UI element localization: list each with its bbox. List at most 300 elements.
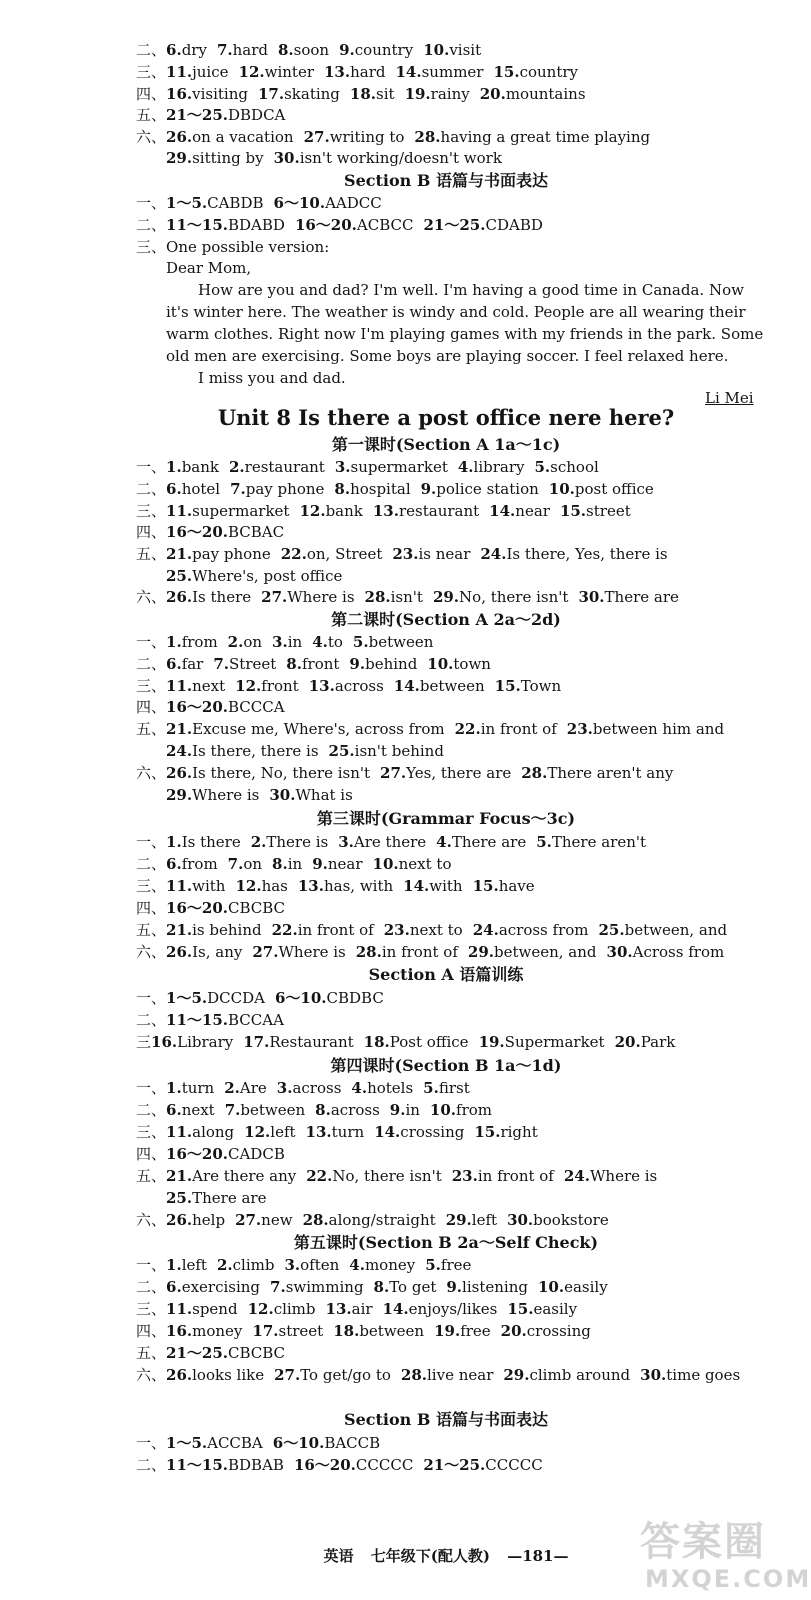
letter-line: warm clothes. Right now I'm playing games with my friends in the park. Some	[166, 325, 764, 343]
answer-line	[136, 215, 543, 235]
answer-text: swimming	[285, 1278, 364, 1296]
question-number: 5.	[534, 458, 551, 476]
question-number: 24.	[166, 742, 193, 760]
footer-grade: 七年级下(配人教)	[370, 1547, 490, 1565]
answer-line	[136, 719, 724, 739]
answer-line	[136, 898, 285, 918]
question-number: 3.	[276, 1079, 293, 1097]
answer-text: library	[473, 458, 525, 476]
question-number: 25.	[328, 742, 355, 760]
answer-text: on, Street	[306, 545, 383, 563]
watermark-logo	[640, 1510, 811, 1600]
question-number: 9.	[349, 655, 366, 673]
question-number: 27.	[380, 764, 407, 782]
section-marker: 二、	[136, 41, 167, 59]
question-number: 18.	[333, 1322, 360, 1340]
question-number: 30.	[606, 943, 633, 961]
answer-text: Excuse me, Where's, across from	[192, 720, 445, 738]
answer-text: juice	[192, 63, 229, 81]
answer-text: restaurant	[244, 458, 325, 476]
answer-text: ACCBA	[207, 1434, 263, 1452]
answer-line	[136, 988, 384, 1008]
answer-text: CABDB	[207, 194, 264, 212]
question-number: 5.	[352, 633, 369, 651]
answer-text: sit	[376, 85, 395, 103]
answer-text: BDBAB	[228, 1456, 284, 1474]
question-number: 7.	[270, 1278, 286, 1296]
answer-text: has, with	[323, 877, 394, 895]
answer-line	[136, 84, 586, 104]
answer-line	[166, 1188, 266, 1208]
letter-signature: Li Mei	[705, 389, 754, 407]
answer-text: BCCCA	[228, 698, 285, 716]
answer-text: between, and	[494, 943, 597, 961]
answer-text: rainy	[430, 85, 470, 103]
answer-text: new	[261, 1211, 293, 1229]
watermark-url: MXQE.COM	[645, 1565, 811, 1593]
answer-text: hotels	[367, 1079, 414, 1097]
question-number: 29.	[166, 149, 193, 167]
question-number: 12.	[235, 677, 262, 695]
answer-text: BCBAC	[228, 523, 285, 541]
answer-text: far	[181, 655, 204, 673]
question-number: 15.	[559, 502, 587, 520]
question-number: 17.	[257, 85, 285, 103]
question-number: 6.	[166, 1101, 182, 1119]
answer-line	[136, 832, 646, 852]
question-number: 8.	[315, 1101, 331, 1119]
answer-text: Restaurant	[269, 1033, 354, 1051]
answer-text: ACBCC	[356, 216, 414, 234]
question-number: 19.	[478, 1033, 505, 1051]
question-number: 13.	[324, 63, 351, 81]
answer-line	[136, 876, 535, 896]
question-number: 4.	[436, 833, 452, 851]
answer-text: Where is	[192, 786, 260, 804]
answer-text: hard	[350, 63, 386, 81]
question-number: 28.	[414, 128, 441, 146]
answer-text: money	[192, 1322, 243, 1340]
question-number: 1.	[166, 1079, 182, 1097]
question-number: 10.	[427, 655, 454, 673]
answer-text: turn	[331, 1123, 365, 1141]
section-marker: 四、	[136, 698, 167, 716]
answer-text: No, there isn't	[332, 1167, 442, 1185]
answer-text: easily	[533, 1300, 578, 1318]
question-number: 14.	[382, 1300, 409, 1318]
answer-line	[136, 942, 724, 962]
answer-text: isn't working/doesn't work	[299, 149, 502, 167]
answer-line	[166, 566, 342, 586]
question-number: 28.	[521, 764, 548, 782]
section-marker: 三、	[136, 677, 167, 695]
question-number: 11.	[166, 1123, 193, 1141]
answer-text: free	[440, 1256, 472, 1274]
answer-text: restaurant	[398, 502, 480, 520]
question-number: 4.	[349, 1256, 365, 1274]
question-number: 6.	[166, 655, 182, 673]
answer-text: between, and	[624, 921, 728, 939]
question-number: 21.	[166, 720, 193, 738]
question-number: 15.	[493, 63, 520, 81]
answer-text: One possible version:	[166, 238, 330, 256]
question-number: 16.	[151, 1033, 178, 1051]
question-number: 7.	[230, 480, 246, 498]
question-number: 10.	[372, 855, 399, 873]
answer-text: To get	[389, 1278, 437, 1296]
section-marker: 三、	[136, 238, 167, 256]
question-number: 29.	[467, 943, 494, 961]
answer-text: money	[364, 1256, 416, 1274]
answer-text: Is there	[181, 833, 241, 851]
question-number: 27.	[261, 588, 288, 606]
answer-text: pay phone	[192, 545, 271, 563]
question-number: 10.	[548, 480, 575, 498]
question-number: 19.	[434, 1322, 461, 1340]
answer-text: country	[354, 41, 414, 59]
question-number: 11～15.	[166, 1011, 228, 1029]
answer-text: Town	[520, 677, 562, 695]
answer-text: street	[586, 502, 631, 520]
section-marker: 四、	[136, 899, 167, 917]
answer-line	[136, 1255, 471, 1275]
answer-text: in	[287, 855, 303, 873]
section-marker: 三、	[136, 1123, 167, 1141]
answer-line	[136, 501, 631, 521]
section-marker: 六、	[136, 588, 167, 606]
answer-text: hospital	[350, 480, 411, 498]
section-marker: 一、	[136, 194, 167, 212]
answer-text: across	[330, 1101, 380, 1119]
answer-line	[136, 587, 679, 607]
answer-text: in front of	[381, 943, 458, 961]
answer-text: There are	[451, 833, 527, 851]
question-number: 16～20.	[166, 523, 228, 541]
section-marker: 四、	[136, 85, 167, 103]
answer-text: Street	[229, 655, 277, 673]
answer-line	[136, 1166, 657, 1186]
answer-text: near	[327, 855, 363, 873]
question-number: 20.	[500, 1322, 527, 1340]
question-number: 7.	[224, 1101, 241, 1119]
question-number: 13.	[308, 677, 335, 695]
answer-line	[136, 479, 654, 499]
section-heading: 第三课时(Grammar Focus～3c)	[316, 809, 576, 828]
answer-text: next to	[409, 921, 463, 939]
section-marker: 六、	[136, 1366, 167, 1384]
footer-page-number: —181—	[507, 1547, 569, 1565]
unit-title: Unit 8 Is there a post office nere here?	[217, 405, 675, 430]
answer-line	[136, 1122, 538, 1142]
answer-line	[136, 1455, 543, 1475]
section-marker: 一、	[136, 1256, 167, 1274]
question-number: 18.	[363, 1033, 390, 1051]
question-number: 23.	[383, 921, 410, 939]
question-number: 27.	[274, 1366, 301, 1384]
answer-text: front	[301, 655, 340, 673]
question-number: 18.	[349, 85, 377, 103]
answer-text: Are	[239, 1079, 267, 1097]
answer-text: CBDBC	[326, 989, 384, 1007]
answer-text: town	[453, 655, 491, 673]
question-number: 8.	[334, 480, 351, 498]
question-number: 10.	[429, 1101, 457, 1119]
answer-text: right	[500, 1123, 538, 1141]
answer-text: AADCC	[325, 194, 382, 212]
answer-line	[136, 457, 599, 477]
answer-line	[136, 1365, 740, 1385]
question-number: 12.	[299, 502, 326, 520]
section-heading: 第五课时(Section B 2a～Self Check)	[293, 1233, 599, 1252]
question-number: 7.	[213, 655, 230, 673]
answer-text: climb around	[529, 1366, 631, 1384]
question-number: 23.	[566, 720, 593, 738]
answer-text: Is there, there is	[192, 742, 319, 760]
answer-text: winter	[264, 63, 314, 81]
question-number: 14.	[374, 1123, 401, 1141]
answer-line	[136, 1299, 577, 1319]
answer-text: from	[181, 633, 218, 651]
question-number: 30.	[578, 588, 605, 606]
question-number: 19.	[404, 85, 431, 103]
answer-text: between	[240, 1101, 306, 1119]
answer-text: CCCCC	[355, 1456, 414, 1474]
answer-line	[136, 854, 451, 874]
answer-text: Where is	[287, 588, 355, 606]
section-marker: 二、	[136, 1456, 167, 1474]
question-number: 6.	[166, 480, 182, 498]
question-number: 21～25.	[423, 1456, 486, 1474]
question-number: 16～20.	[166, 1145, 228, 1163]
question-number: 11.	[166, 1300, 193, 1318]
question-number: 12.	[235, 877, 262, 895]
question-number: 26.	[166, 1211, 193, 1229]
question-number: 16.	[166, 1322, 193, 1340]
answer-text: between	[368, 633, 434, 651]
answer-line	[136, 920, 727, 940]
section-heading: Section A 语篇训练	[368, 965, 524, 984]
answer-text: from	[181, 855, 218, 873]
question-number: 20.	[479, 85, 506, 103]
question-number: 9.	[339, 41, 355, 59]
answer-text: Is there, Yes, there is	[506, 545, 668, 563]
answer-text: sitting by	[192, 149, 264, 167]
answer-text: having a great time playing	[440, 128, 651, 146]
answer-text: visit	[449, 41, 482, 59]
answer-text: There is	[266, 833, 329, 851]
question-number: 26.	[166, 764, 193, 782]
question-number: 14.	[403, 877, 430, 895]
answer-line	[136, 127, 650, 147]
answer-text: along/straight	[328, 1211, 436, 1229]
answer-text: is near	[418, 545, 471, 563]
answer-text: has	[261, 877, 288, 895]
answer-text: school	[550, 458, 599, 476]
question-number: 8.	[272, 855, 288, 873]
question-number: 15.	[507, 1300, 534, 1318]
question-number: 28.	[355, 943, 382, 961]
answer-text: on a vacation	[192, 128, 294, 146]
question-number: 22.	[280, 545, 307, 563]
question-number: 9.	[446, 1278, 463, 1296]
question-number: 15.	[474, 1123, 501, 1141]
answer-text: post office	[574, 480, 654, 498]
question-number: 24.	[563, 1167, 590, 1185]
section-marker: 五、	[136, 106, 167, 124]
question-number: 6.	[166, 855, 182, 873]
question-number: 2.	[224, 1079, 240, 1097]
answer-text: next to	[398, 855, 452, 873]
question-number: 6.	[166, 1278, 182, 1296]
question-number: 23.	[392, 545, 419, 563]
answer-line	[136, 632, 433, 652]
question-number: 14.	[393, 677, 420, 695]
answer-line	[136, 1210, 609, 1230]
answer-text: climb	[232, 1256, 275, 1274]
answer-text: next	[181, 1101, 215, 1119]
answer-text: Across from	[632, 943, 725, 961]
question-number: 11～15.	[166, 1456, 228, 1474]
question-number: 21.	[166, 545, 193, 563]
question-number: 4.	[312, 633, 328, 651]
answer-text: spend	[192, 1300, 238, 1318]
letter-line: Dear Mom,	[166, 259, 252, 277]
answer-text: writing to	[329, 128, 405, 146]
answer-text: exercising	[181, 1278, 261, 1296]
answer-text: Post office	[389, 1033, 469, 1051]
question-number: 2.	[250, 833, 267, 851]
question-number: 21.	[166, 921, 193, 939]
answer-text: Is there, No, there isn't	[192, 764, 371, 782]
question-number: 22.	[306, 1167, 333, 1185]
question-number: 15.	[494, 677, 521, 695]
question-number: 28.	[364, 588, 391, 606]
letter-line: it's winter here. The weather is windy and cold. People are all wearing their	[166, 303, 746, 321]
question-number: 21～25.	[166, 1344, 228, 1362]
question-number: 6.	[166, 41, 182, 59]
answer-text: DCCDA	[207, 989, 265, 1007]
answer-text: country	[519, 63, 579, 81]
answer-text: There are	[604, 588, 679, 606]
answer-line	[136, 676, 561, 696]
watermark-text: 答案圈	[640, 1519, 766, 1565]
answer-text: Where is	[589, 1167, 658, 1185]
question-number: 29.	[432, 588, 460, 606]
question-number: 1.	[166, 1256, 182, 1274]
answer-text: isn't	[390, 588, 423, 606]
section-heading: 第二课时(Section A 2a～2d)	[331, 610, 561, 629]
answer-line	[136, 1078, 470, 1098]
answer-text: behind	[365, 655, 418, 673]
answer-text: along	[192, 1123, 235, 1141]
question-number: 4.	[351, 1079, 368, 1097]
answer-text: often	[300, 1256, 340, 1274]
answer-line	[136, 40, 481, 60]
question-number: 5.	[423, 1079, 439, 1097]
answer-text: bank	[181, 458, 219, 476]
question-number: 1.	[166, 633, 182, 651]
section-marker: 二、	[136, 655, 167, 673]
answer-text: in	[405, 1101, 420, 1119]
answer-text: Is, any	[192, 943, 243, 961]
answer-text: front	[261, 677, 299, 695]
section-marker: 三、	[136, 877, 167, 895]
answer-text: Supermarket	[504, 1033, 605, 1051]
answer-text: bank	[325, 502, 363, 520]
question-number: 14.	[489, 502, 516, 520]
question-number: 22.	[454, 720, 481, 738]
question-number: 14.	[395, 63, 422, 81]
letter-line: How are you and dad? I'm well. I'm having a good time in Canada. Now	[198, 281, 744, 299]
answer-text: with	[429, 877, 463, 895]
answer-text: Park	[640, 1033, 676, 1051]
question-number: 11.	[166, 502, 193, 520]
question-number: 21.	[166, 1167, 193, 1185]
answer-text: supermarket	[192, 502, 290, 520]
section-marker: 一、	[136, 458, 167, 476]
answer-text: police station	[436, 480, 539, 498]
answer-text: summer	[421, 63, 484, 81]
question-number: 16～20.	[293, 1456, 356, 1474]
question-number: 16～20.	[166, 698, 228, 716]
question-number: 2.	[216, 1256, 233, 1274]
question-number: 13.	[325, 1300, 352, 1318]
answer-text: left	[181, 1256, 207, 1274]
question-number: 27.	[252, 943, 279, 961]
answer-text: supermarket	[350, 458, 448, 476]
answer-line	[136, 1100, 492, 1120]
answer-text: visiting	[192, 85, 248, 103]
question-number: 30.	[273, 149, 300, 167]
answer-text: help	[192, 1211, 226, 1229]
answer-line	[136, 193, 382, 213]
section-marker: 二、	[136, 480, 167, 498]
question-number: 1～5.	[166, 989, 208, 1007]
answer-text: CADCB	[228, 1145, 285, 1163]
section-marker: 三、	[136, 502, 167, 520]
question-number: 22.	[271, 921, 298, 939]
section-marker: 二、	[136, 1011, 167, 1029]
answer-text: hard	[232, 41, 268, 59]
question-number: 6～10.	[274, 989, 327, 1007]
section-marker: 五、	[136, 1167, 167, 1185]
question-number: 20.	[614, 1033, 641, 1051]
section-marker: 六、	[136, 1211, 167, 1229]
answer-text: street	[278, 1322, 324, 1340]
question-number: 11.	[166, 63, 193, 81]
section-marker: 六、	[136, 128, 167, 146]
answer-text: enjoys/likes	[408, 1300, 498, 1318]
answer-text: near	[515, 502, 550, 520]
answer-text: dry	[181, 41, 207, 59]
question-number: 17.	[243, 1033, 270, 1051]
answer-text: There aren't	[551, 833, 647, 851]
question-number: 26.	[166, 128, 193, 146]
question-number: 9.	[420, 480, 437, 498]
answer-text: There are	[192, 1189, 267, 1207]
answer-text: free	[460, 1322, 491, 1340]
answer-text: skating	[284, 85, 340, 103]
section-marker: 六、	[136, 943, 167, 961]
answer-text: left	[471, 1211, 498, 1229]
answer-line	[136, 62, 578, 82]
question-number: 8.	[286, 655, 302, 673]
answer-text: in	[287, 633, 303, 651]
answer-text: Are there	[353, 833, 427, 851]
answer-text: BDABD	[228, 216, 285, 234]
question-number: 28.	[302, 1211, 329, 1229]
question-number: 1～5.	[166, 194, 208, 212]
